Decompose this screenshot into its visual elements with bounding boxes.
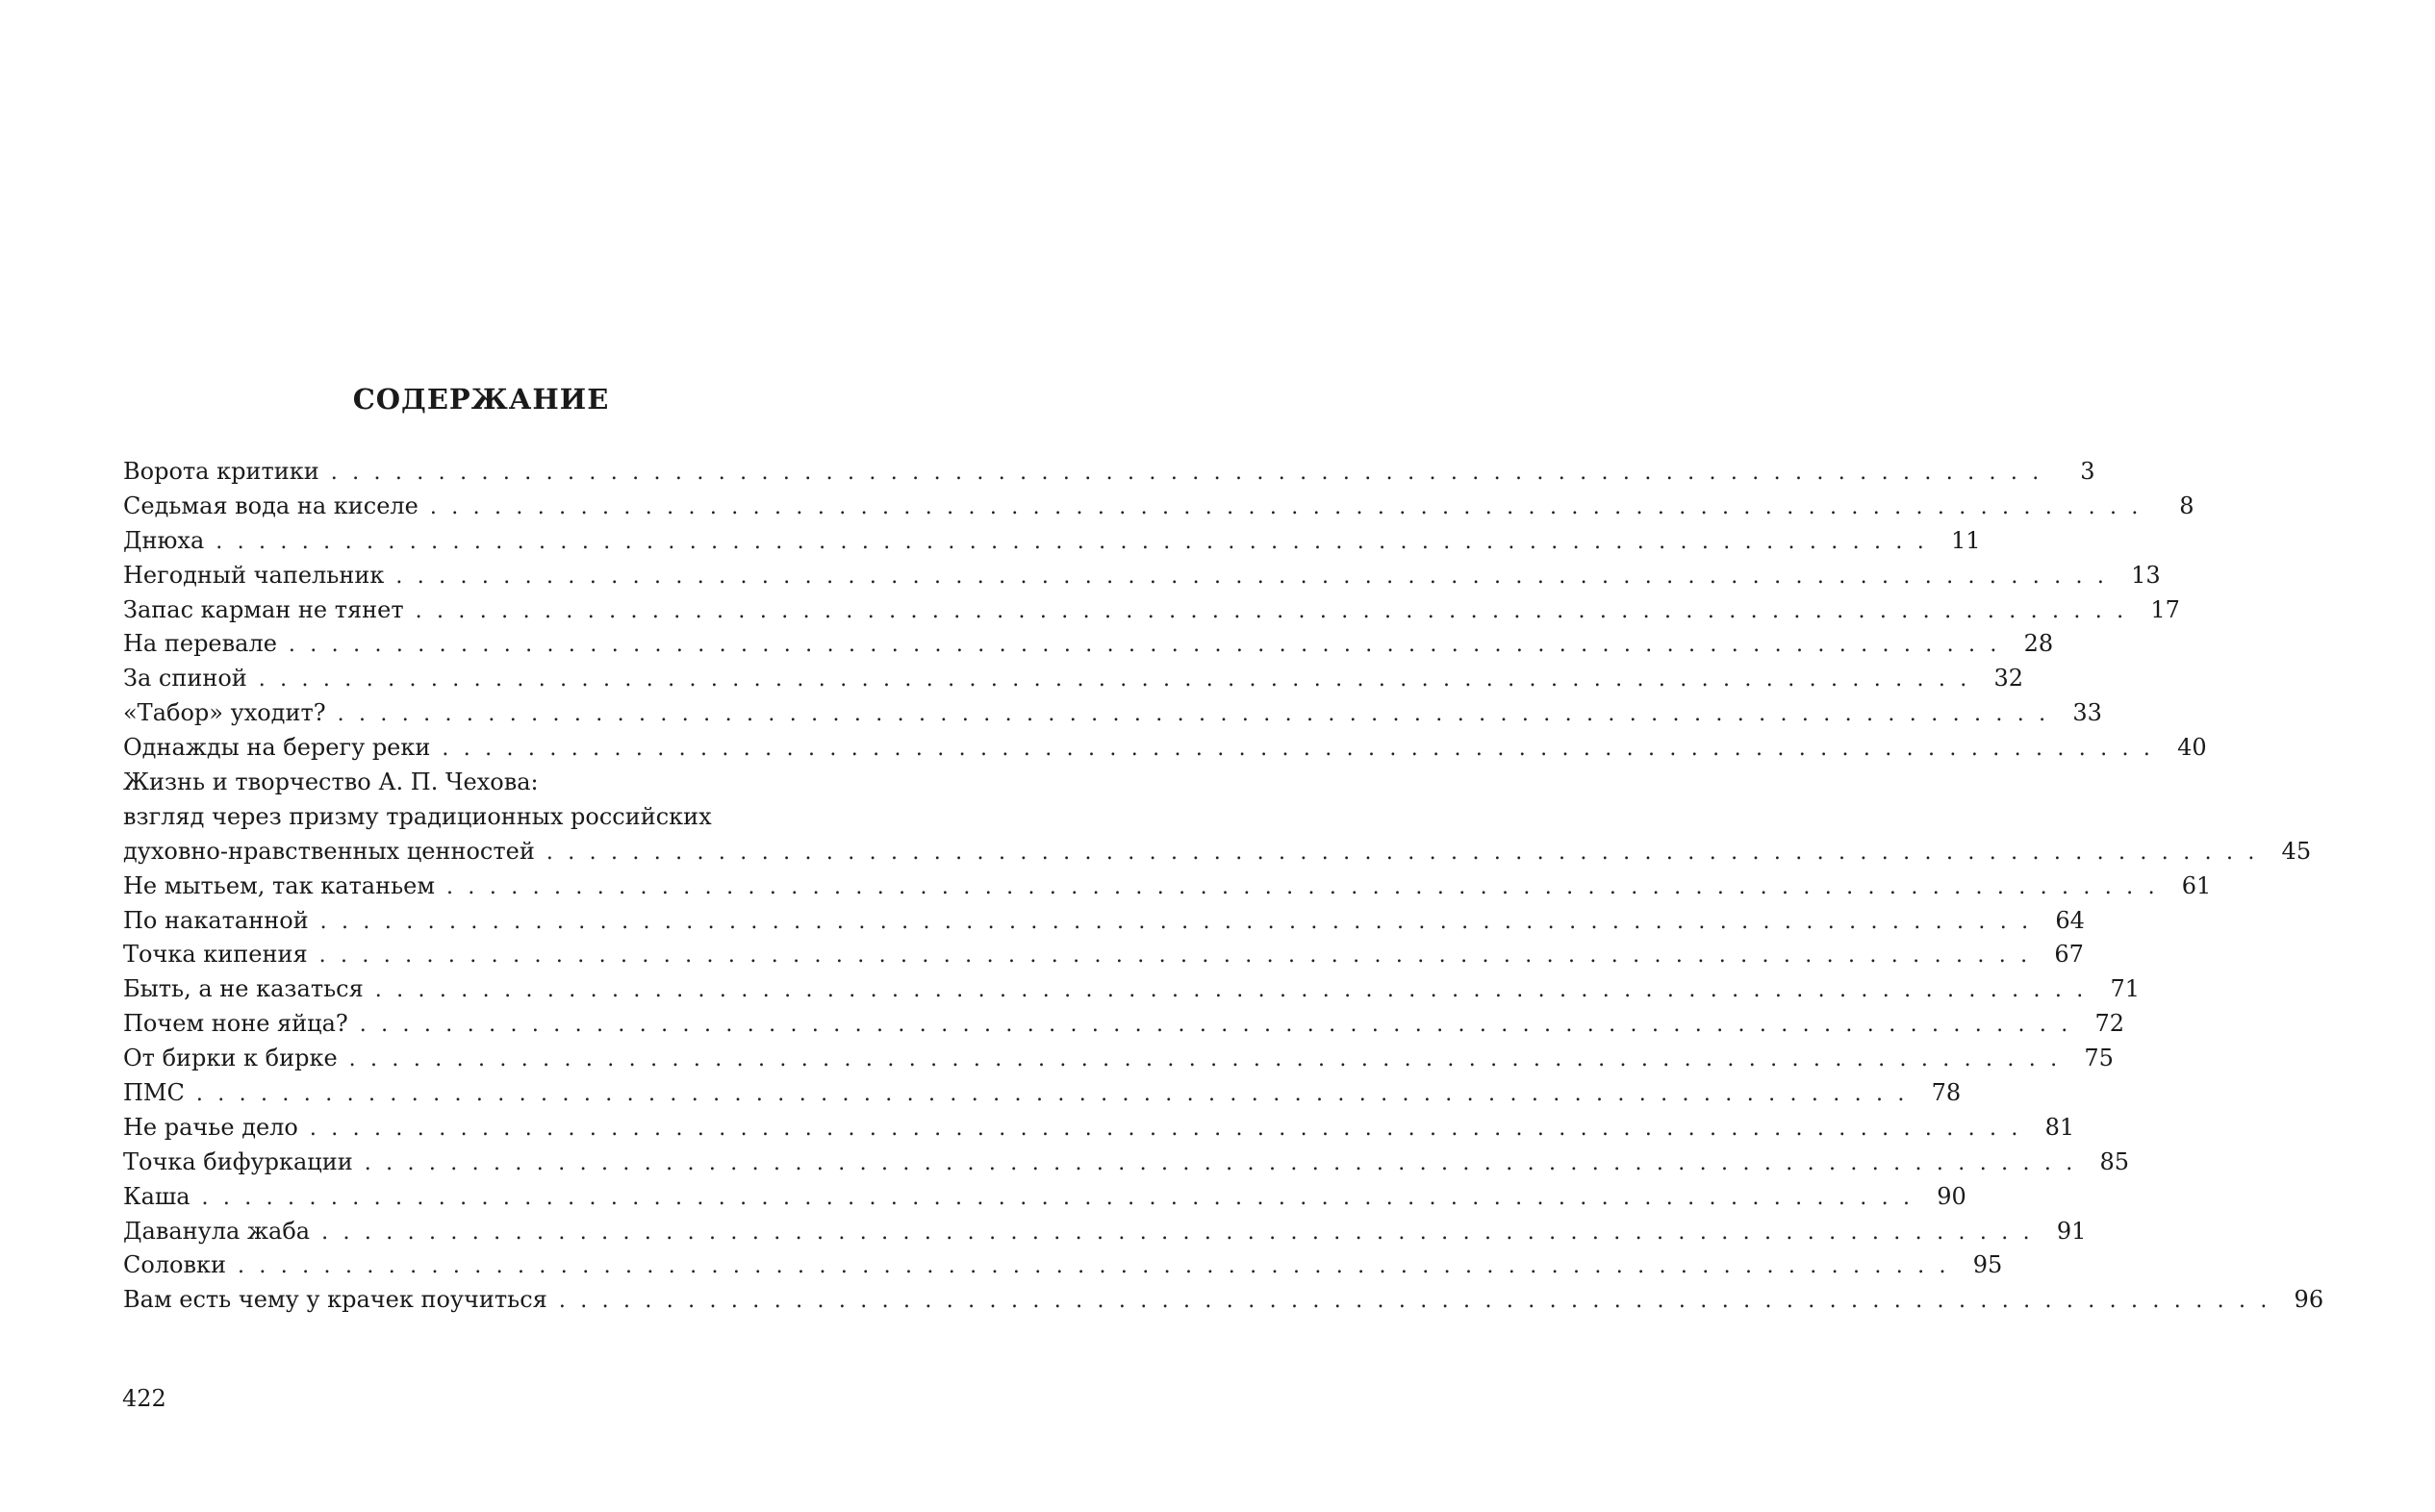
toc-entry-title: За спиной [123,665,247,693]
dot-leader: . . . . . . . . . . . . . . . . . . . . . . . . . . . . . . . . . . . . . . . . . . . . . . . . . . . . . . . . . . . . . . . . . . . . . . . . . . . . . . . . [201,1185,1915,1210]
toc-entry[interactable] [123,1076,1962,1111]
toc-entry[interactable] [123,1111,2075,1146]
toc-entry-title: духовно-нравственных ценностей [123,837,535,865]
toc-entry-page: 71 [2110,975,2141,1003]
toc-entry[interactable] [123,1215,2087,1249]
toc-entry-page: 17 [2150,595,2180,623]
toc-entry-page: 91 [2056,1217,2087,1245]
toc-entry[interactable] [123,835,2312,869]
toc-entry-title: Не рачье дело [123,1113,298,1141]
toc-entry[interactable] [123,593,2180,628]
toc-entry-title: Даванула жаба [123,1217,311,1245]
toc-entry[interactable] [123,524,1981,559]
dot-leader: . . . . . . . . . . . . . . . . . . . . . . . . . . . . . . . . . . . . . . . . . . . . . . . . . . . . . . . . . . . . . . . . . . . . . . . . . . . . . . . . [374,978,2088,1003]
toc-entry-page: 75 [2084,1045,2114,1072]
toc-entry-title: взгляд через призму традиционных российских [123,802,712,830]
toc-entry[interactable] [123,731,2207,766]
toc-entry[interactable] [123,904,2085,939]
dot-leader: . . . . . . . . . . . . . . . . . . . . . . . . . . . . . . . . . . . . . . . . . . . . . . . . . . . . . . . . . . . . . . . . . . . . . . . . . . . . . . . . [238,1254,1950,1279]
table-of-contents [123,455,2324,1318]
toc-entry-title: Днюха [123,526,205,554]
toc-entry[interactable] [123,455,2095,490]
toc-entry[interactable] [123,1007,2125,1042]
toc-entry-page: 67 [2054,941,2084,969]
toc-entry[interactable] [123,766,832,800]
toc-entry-page: 3 [2080,458,2095,485]
toc-entry[interactable] [123,627,2054,662]
toc-entry-page: 61 [2181,871,2212,899]
toc-entry-title: Ворота критики [123,458,319,485]
toc-entry-title: Соловки [123,1251,227,1279]
toc-entry[interactable] [123,1248,2003,1283]
toc-entry-page: 96 [2294,1286,2324,1314]
toc-entry[interactable] [123,869,2212,904]
dot-leader: . . . . . . . . . . . . . . . . . . . . . . . . . . . . . . . . . . . . . . . . . . . . . . . . . . . . . . . . . . . . . . . . . . . . . . . . . . . . . . . . [558,1289,2271,1314]
page-title: СОДЕРЖАНИЕ [352,383,610,416]
toc-entry[interactable] [123,938,2084,972]
toc-entry-title: Точка кипения [123,941,308,969]
toc-entry-title: Седьмая вода на киселе [123,491,419,519]
dot-leader: . . . . . . . . . . . . . . . . . . . . . . . . . . . . . . . . . . . . . . . . . . . . . . . . . . . . . . . . . . . . . . . . . . . . . . . . . . . . . . . . [348,1047,2062,1072]
dot-leader: . . . . . . . . . . . . . . . . . . . . . . . . . . . . . . . . . . . . . . . . . . . . . . . . . . . . . . . . . . . . . . . . . . . . . . . . . . . . . . . . [195,1082,1909,1107]
toc-entry-title: Негодный чапельник [123,561,385,589]
dot-leader: . . . . . . . . . . . . . . . . . . . . . . . . . . . . . . . . . . . . . . . . . . . . . . . . . . . . . . . . . . . . . . . . . . . . . . . . . . . . . . . . [321,1220,2034,1245]
toc-entry[interactable] [123,559,2161,593]
dot-leader: . . . . . . . . . . . . . . . . . . . . . . . . . . . . . . . . . . . . . . . . . . . . . . . . . . . . . . . . . . . . . . . . . . . . . . . . . . . . . . . . [364,1150,2077,1175]
dot-leader: . . . . . . . . . . . . . . . . . . . . . . . . . . . . . . . . . . . . . . . . . . . . . . . . . . . . . . . . . . . . . . . . . . . . . . . . . . . . . . . . [309,1116,2022,1141]
toc-entry-page: 13 [2131,561,2161,589]
toc-entry-page: 95 [1972,1251,2003,1279]
toc-entry[interactable] [123,1146,2129,1180]
toc-entry-page: 64 [2055,906,2085,934]
toc-entry-title: Однажды на берегу реки [123,734,431,762]
toc-entry-title: На перевале [123,630,277,658]
toc-entry-title: Быть, а не казаться [123,975,364,1003]
toc-entry[interactable] [123,696,2102,731]
toc-entry-page: 28 [2023,630,2054,658]
toc-entry-title: Почем ноне яйца? [123,1010,348,1038]
toc-entry-title: Жизнь и творчество А. П. Чехова: [123,769,539,796]
toc-entry-page: 78 [1931,1079,1962,1107]
toc-entry-title: Каша [123,1182,190,1210]
dot-leader: . . . . . . . . . . . . . . . . . . . . . . . . . . . . . . . . . . . . . . . . . . . . . . . . . . . . . . . . . . . . . . . . . . . . . . . . . . . . . . . . [319,909,2033,934]
page-number: 422 [122,1385,166,1412]
toc-entry-page: 11 [1950,526,1981,554]
toc-entry-page: 45 [2281,837,2312,865]
toc-entry-page: 8 [2179,491,2194,519]
toc-entry-page: 81 [2044,1113,2075,1141]
toc-entry[interactable] [123,1042,2114,1076]
toc-entry-page: 33 [2072,699,2102,727]
toc-entry[interactable] [123,662,2024,696]
toc-entry-title: От бирки к бирке [123,1045,338,1072]
toc-entry-title: Вам есть чему у крачек поучиться [123,1286,547,1314]
dot-leader: . . . . . . . . . . . . . . . . . . . . . . . . . . . . . . . . . . . . . . . . . . . . . . . . . . . . . . . . . . . . . . . . . . . . . . . . . . . . . . . . [442,737,2155,762]
toc-entry-title: Не мытьем, так катаньем [123,871,436,899]
dot-leader: . . . . . . . . . . . . . . . . . . . . . . . . . . . . . . . . . . . . . . . . . . . . . . . . . . . . . . . . . . . . . . . . . . . . . . . . . . . . . . . . [429,494,2143,519]
toc-entry-page: 32 [1993,665,2024,693]
toc-entry-title: Запас карман не тянет [123,595,404,623]
toc-entry-page: 85 [2099,1147,2129,1175]
dot-leader: . . . . . . . . . . . . . . . . . . . . . . . . . . . . . . . . . . . . . . . . . . . . . . . . . . . . . . . . . . . . . . . . . . . . . . . . . . . . . . . . [359,1013,2072,1038]
toc-entry-title: По накатанной [123,906,309,934]
dot-leader: . . . . . . . . . . . . . . . . . . . . . . . . . . . . . . . . . . . . . . . . . . . . . . . . . . . . . . . . . . . . . . . . . . . . . . . . . . . . . . . . [446,874,2159,899]
dot-leader: . . . . . . . . . . . . . . . . . . . . . . . . . . . . . . . . . . . . . . . . . . . . . . . . . . . . . . . . . . . . . . . . . . . . . . . . . . . . . . . . [395,564,2109,589]
toc-entry-title: Точка бифуркации [123,1147,353,1175]
toc-entry-page: 90 [1937,1182,1966,1210]
toc-entry[interactable] [123,1180,1966,1215]
toc-entry[interactable] [123,972,2141,1007]
dot-leader: . . . . . . . . . . . . . . . . . . . . . . . . . . . . . . . . . . . . . . . . . . . . . . . . . . . . . . . . . . . . . . . . . . . . . . . . . . . . . . . . [258,668,1971,693]
dot-leader: . . . . . . . . . . . . . . . . . . . . . . . . . . . . . . . . . . . . . . . . . . . . . . . . . . . . . . . . . . . . . . . . . . . . . . . . . . . . . . . . [545,840,2259,865]
dot-leader: . . . . . . . . . . . . . . . . . . . . . . . . . . . . . . . . . . . . . . . . . . . . . . . . . . . . . . . . . . . . . . . . . . . . . . . . . . . . . . . . [216,529,1928,554]
toc-entry[interactable] [123,800,832,835]
dot-leader: . . . . . . . . . . . . . . . . . . . . . . . . . . . . . . . . . . . . . . . . . . . . . . . . . . . . . . . . . . . . . . . . . . . . . . . . . . . . . . . . [318,944,2032,969]
dot-leader: . . . . . . . . . . . . . . . . . . . . . . . . . . . . . . . . . . . . . . . . . . . . . . . . . . . . . . . . . . . . . . . . . . . . . . . . . . . . . . . . [415,598,2128,623]
dot-leader: . . . . . . . . . . . . . . . . . . . . . . . . . . . . . . . . . . . . . . . . . . . . . . . . . . . . . . . . . . . . . . . . . . . . . . . . . . . . . . . . [288,633,2001,658]
toc-entry-page: 40 [2177,734,2207,762]
toc-entry-page: 72 [2094,1010,2125,1038]
dot-leader: . . . . . . . . . . . . . . . . . . . . . . . . . . . . . . . . . . . . . . . . . . . . . . . . . . . . . . . . . . . . . . . . . . . . . . . . . . . . . . . . [337,702,2050,727]
toc-entry[interactable] [123,490,2194,524]
toc-entry[interactable] [123,1283,2324,1318]
dot-leader: . . . . . . . . . . . . . . . . . . . . . . . . . . . . . . . . . . . . . . . . . . . . . . . . . . . . . . . . . . . . . . . . . . . . . . . . . . . . . . . . [330,461,2043,485]
toc-entry-title: «Табор» уходит? [123,699,326,727]
toc-entry-title: ПМС [123,1079,185,1107]
